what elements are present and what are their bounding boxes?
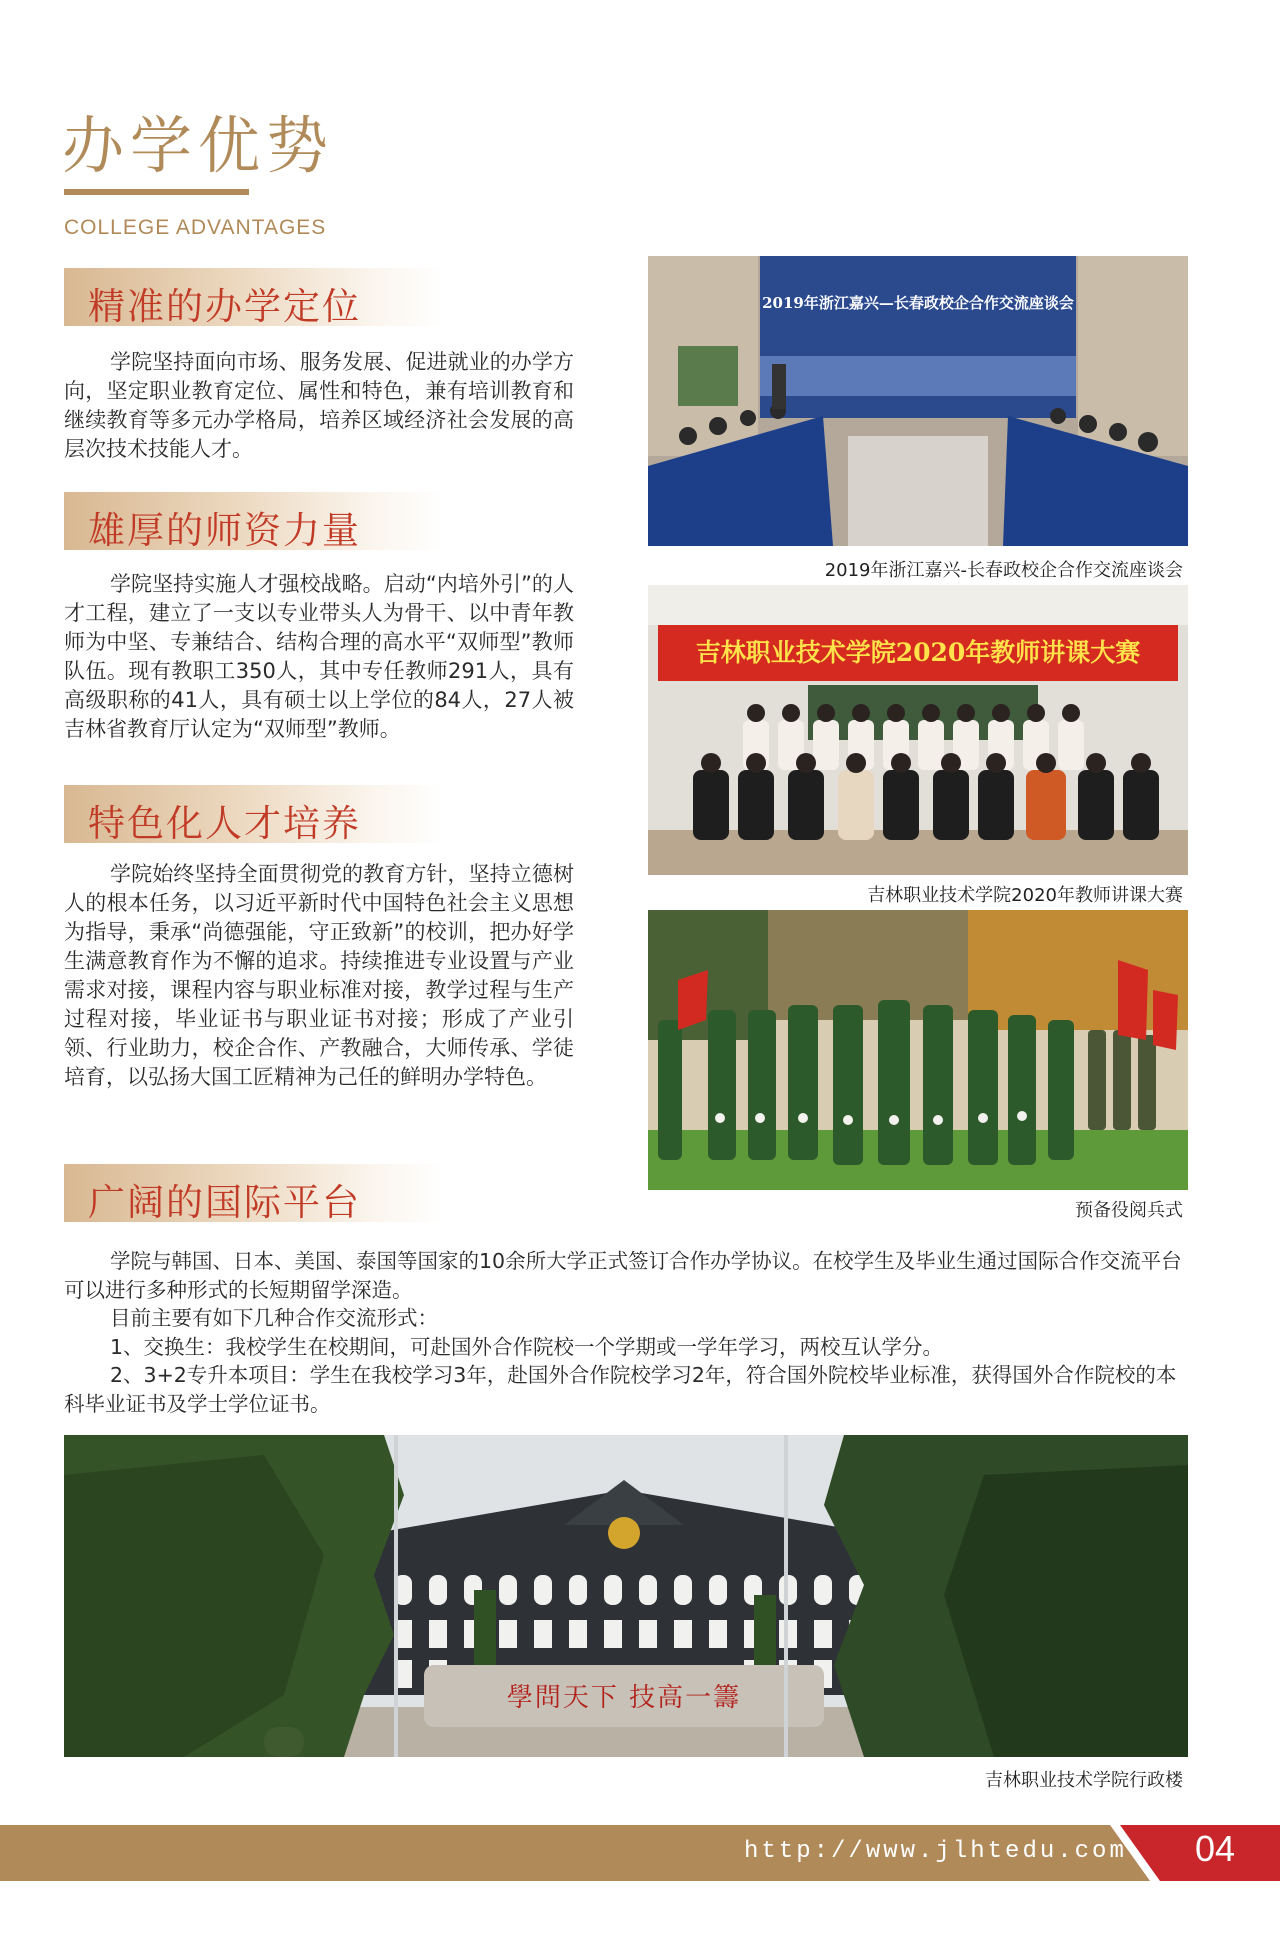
- parade-photo: [648, 910, 1188, 1190]
- paragraph: 1、交换生：我校学生在校期间，可赴国外合作院校一个学期或一学年学习，两校互认学分。: [110, 1334, 944, 1359]
- building-photo: [64, 1435, 1188, 1757]
- section-header-international: [64, 1164, 444, 1222]
- forum-banner-text: 2019年浙江嘉兴—长春政校企合作交流座谈会: [762, 294, 1074, 312]
- section-header-talent: [64, 785, 444, 843]
- title-underline: [64, 189, 249, 195]
- paragraph: 学院坚持面向市场、服务发展、促进就业的办学方向，坚定职业教育定位、属性和特色，兼有培训教育和继续教育等多元办学格局，培养区域经济社会发展的高层次技术技能人才。: [64, 350, 574, 461]
- section-body-positioning: [64, 348, 574, 464]
- paragraph: 2、3+2专升本项目：学生在我校学习3年，赴国外合作院校学习2年，符合国外院校毕业标准，获得国外合作院校的本科毕业证书及学士学位证书。: [64, 1363, 1177, 1416]
- paragraph: 学院与韩国、日本、美国、泰国等国家的10余所大学正式签订合作办学协议。在校学生及毕业生通过国际合作交流平台可以进行多种形式的长短期留学深造。: [64, 1249, 1182, 1302]
- section-title: 特色化人才培养: [88, 802, 361, 845]
- section-title: 雄厚的师资力量: [88, 509, 361, 552]
- section-body-faculty: [64, 570, 574, 744]
- paragraph: 学院始终坚持全面贯彻党的教育方针，坚持立德树人的根本任务，以习近平新时代中国特色社会主义思想为指导，秉承“尚德强能，守正致新”的校训，把办好学生满意教育作为不懈的追求。持续推进专业设置与产业需求对接，课程内容与职业标准对接，教学过程与生产过程对接，毕业证书与职业证书对接；形成了产业引领、行业助力，校企合作、产教融合，大师传承、学徒培育，以弘扬大国工匠精神为己任的鲜明办学特色。: [64, 862, 574, 1089]
- contest-caption: 吉林职业技术学院2020年教师讲课大赛: [867, 885, 1183, 906]
- paragraph: 目前主要有如下几种合作交流形式：: [110, 1306, 438, 1330]
- footer-url: http://www.jlhtedu.com: [744, 1838, 1127, 1865]
- section-header-positioning: [64, 268, 444, 326]
- section-header-faculty: [64, 492, 444, 550]
- forum-caption: 2019年浙江嘉兴-长春政校企合作交流座谈会: [824, 560, 1183, 581]
- section-body-talent: [64, 860, 574, 1092]
- page-title: 办学优势: [62, 109, 335, 182]
- paragraph: 学院坚持实施人才强校战略。启动“内培外引”的人才工程，建立了一支以专业带头人为骨干、以中青年教师为中坚、专兼结合、结构合理的高水平“双师型”教师队伍。现有教职工350人，其中专任教师291人，具有高级职称的41人，具有硕士以上学位的84人，27人被吉林省教育厅认定为“双师型”教师。: [64, 572, 574, 741]
- contest-banner-text: 吉林职业技术学院2020年教师讲课大赛: [695, 638, 1141, 667]
- parade-caption: 预备役阅兵式: [1075, 1200, 1183, 1221]
- stone-inscription: 學問天下 技高一籌: [506, 1683, 742, 1713]
- contest-photo: [648, 585, 1188, 875]
- page-number: 04: [1194, 1828, 1236, 1869]
- building-caption: 吉林职业技术学院行政楼: [985, 1770, 1183, 1791]
- section-title: 精准的办学定位: [88, 285, 361, 328]
- section-body-international: [64, 1247, 1188, 1418]
- section-title: 广阔的国际平台: [88, 1181, 361, 1224]
- page-subtitle-en: COLLEGE ADVANTAGES: [64, 216, 327, 239]
- forum-photo: [648, 256, 1188, 546]
